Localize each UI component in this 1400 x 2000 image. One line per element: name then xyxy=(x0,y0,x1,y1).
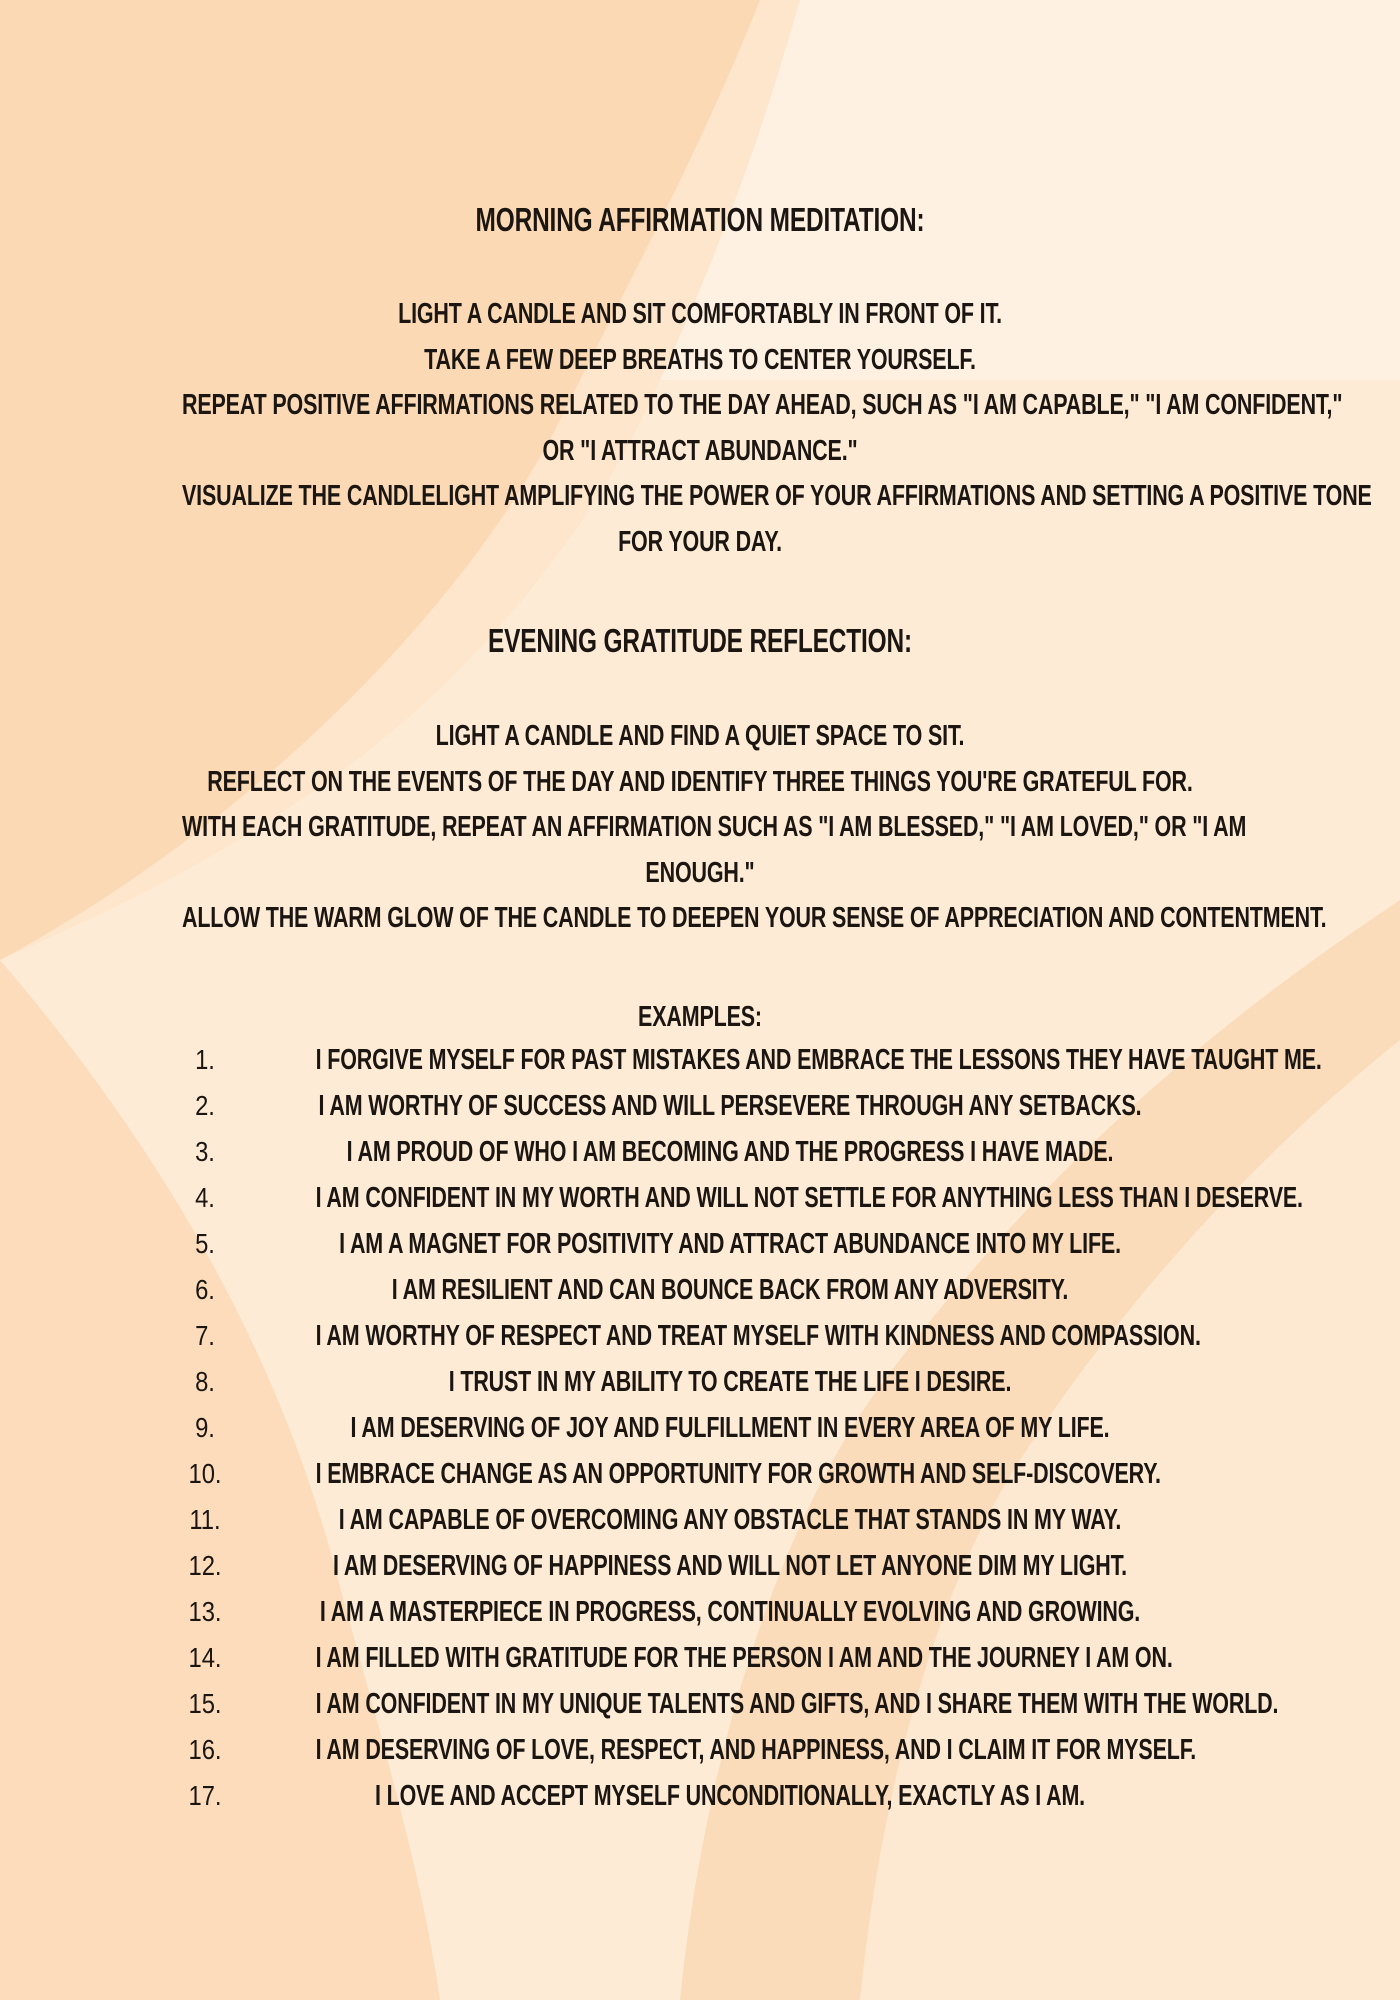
list-item-number: 9. xyxy=(195,1412,215,1443)
list-item-text: I TRUST IN MY ABILITY TO CREATE THE LIFE I DESIRE. xyxy=(448,1366,1012,1398)
list-item-text: I LOVE AND ACCEPT MYSELF UNCONDITIONALLY, EXACTLY AS I AM. xyxy=(374,1780,1085,1812)
list-item-text: I AM FILLED WITH GRATITUDE FOR THE PERSON I AM AND THE JOURNEY I AM ON. xyxy=(315,1642,1173,1674)
list-item xyxy=(0,1636,1400,1682)
morning-line: OR "I ATTRACT ABUNDANCE." xyxy=(542,434,858,467)
list-item-number: 6. xyxy=(195,1274,215,1305)
evening-paragraph xyxy=(182,714,1327,942)
list-item-number: 17. xyxy=(188,1780,222,1811)
list-item xyxy=(0,1222,1400,1268)
evening-title: EVENING GRATITUDE REFLECTION: xyxy=(488,622,912,659)
list-item xyxy=(0,1728,1400,1774)
list-item-number: 10. xyxy=(188,1458,222,1489)
morning-line: REPEAT POSITIVE AFFIRMATIONS RELATED TO THE DAY AHEAD, SUCH AS "I AM CAPABLE," "I AM CONFIDENT," xyxy=(182,389,1343,421)
list-item xyxy=(0,1590,1400,1636)
list-item xyxy=(0,1176,1400,1222)
list-item-number: 3. xyxy=(195,1136,215,1167)
list-item-text: I AM WORTHY OF RESPECT AND TREAT MYSELF WITH KINDNESS AND COMPASSION. xyxy=(315,1320,1201,1352)
evening-line: WITH EACH GRATITUDE, REPEAT AN AFFIRMATION SUCH AS "I AM BLESSED," "I AM LOVED," OR "I AM xyxy=(182,811,1247,843)
examples-label: EXAMPLES: xyxy=(638,1001,762,1033)
evening-line: LIGHT A CANDLE AND FIND A QUIET SPACE TO SIT. xyxy=(435,720,965,752)
list-item xyxy=(0,1452,1400,1498)
morning-line: VISUALIZE THE CANDLELIGHT AMPLIFYING THE POWER OF YOUR AFFIRMATIONS AND SETTING A POSITIVE TONE xyxy=(182,480,1372,512)
morning-line: LIGHT A CANDLE AND SIT COMFORTABLY IN FRONT OF IT. xyxy=(398,298,1002,330)
morning-line: FOR YOUR DAY. xyxy=(618,525,782,558)
list-item-number: 15. xyxy=(188,1688,222,1719)
list-item-text: I AM A MASTERPIECE IN PROGRESS, CONTINUALLY EVOLVING AND GROWING. xyxy=(319,1596,1141,1628)
list-item-text: I EMBRACE CHANGE AS AN OPPORTUNITY FOR GROWTH AND SELF-DISCOVERY. xyxy=(315,1458,1161,1490)
list-item-number: 13. xyxy=(188,1596,222,1627)
list-item xyxy=(0,1406,1400,1452)
list-item-number: 16. xyxy=(188,1734,222,1765)
list-item-text: I AM WORTHY OF SUCCESS AND WILL PERSEVERE THROUGH ANY SETBACKS. xyxy=(318,1090,1142,1122)
list-item xyxy=(0,1498,1400,1544)
evening-line: REFLECT ON THE EVENTS OF THE DAY AND IDENTIFY THREE THINGS YOU'RE GRATEFUL FOR. xyxy=(207,765,1193,798)
list-item-text: I AM CONFIDENT IN MY WORTH AND WILL NOT SETTLE FOR ANYTHING LESS THAN I DESERVE. xyxy=(315,1182,1303,1214)
morning-title: MORNING AFFIRMATION MEDITATION: xyxy=(475,201,925,238)
list-item-number: 5. xyxy=(195,1228,215,1259)
list-item-number: 8. xyxy=(195,1366,215,1397)
list-item xyxy=(0,1682,1400,1728)
morning-paragraph xyxy=(182,292,1372,565)
list-item xyxy=(0,1084,1400,1130)
list-item-number: 1. xyxy=(195,1044,215,1075)
list-item xyxy=(0,1314,1400,1360)
list-item-text: I AM CAPABLE OF OVERCOMING ANY OBSTACLE THAT STANDS IN MY WAY. xyxy=(338,1504,1122,1536)
list-item-text: I AM CONFIDENT IN MY UNIQUE TALENTS AND GIFTS, AND I SHARE THEM WITH THE WORLD. xyxy=(315,1688,1279,1720)
list-item-number: 4. xyxy=(195,1182,215,1213)
list-item-text: I AM DESERVING OF LOVE, RESPECT, AND HAPPINESS, AND I CLAIM IT FOR MYSELF. xyxy=(315,1734,1197,1766)
list-item xyxy=(0,1268,1400,1314)
list-item-number: 2. xyxy=(195,1090,215,1121)
list-item-text: I AM DESERVING OF HAPPINESS AND WILL NOT LET ANYONE DIM MY LIGHT. xyxy=(333,1550,1127,1582)
list-item xyxy=(0,1130,1400,1176)
list-item-text: I AM RESILIENT AND CAN BOUNCE BACK FROM ANY ADVERSITY. xyxy=(391,1274,1069,1306)
evening-line: ALLOW THE WARM GLOW OF THE CANDLE TO DEEPEN YOUR SENSE OF APPRECIATION AND CONTENTMENT. xyxy=(182,902,1327,934)
examples-list xyxy=(0,1038,1400,1820)
list-item-number: 14. xyxy=(188,1642,222,1673)
list-item-number: 12. xyxy=(188,1550,222,1581)
list-item-text: I AM PROUD OF WHO I AM BECOMING AND THE PROGRESS I HAVE MADE. xyxy=(346,1136,1114,1168)
list-item xyxy=(0,1038,1400,1084)
list-item-text: I FORGIVE MYSELF FOR PAST MISTAKES AND EMBRACE THE LESSONS THEY HAVE TAUGHT ME. xyxy=(315,1044,1322,1076)
list-item-text: I AM A MAGNET FOR POSITIVITY AND ATTRACT ABUNDANCE INTO MY LIFE. xyxy=(339,1228,1121,1260)
morning-line: TAKE A FEW DEEP BREATHS TO CENTER YOURSELF. xyxy=(424,343,976,376)
list-item-number: 7. xyxy=(195,1320,215,1351)
evening-line: ENOUGH." xyxy=(645,856,755,889)
list-item-text: I AM DESERVING OF JOY AND FULFILLMENT IN EVERY AREA OF MY LIFE. xyxy=(350,1412,1110,1444)
list-item xyxy=(0,1544,1400,1590)
list-item xyxy=(0,1774,1400,1820)
list-item-number: 11. xyxy=(189,1504,221,1535)
list-item xyxy=(0,1360,1400,1406)
